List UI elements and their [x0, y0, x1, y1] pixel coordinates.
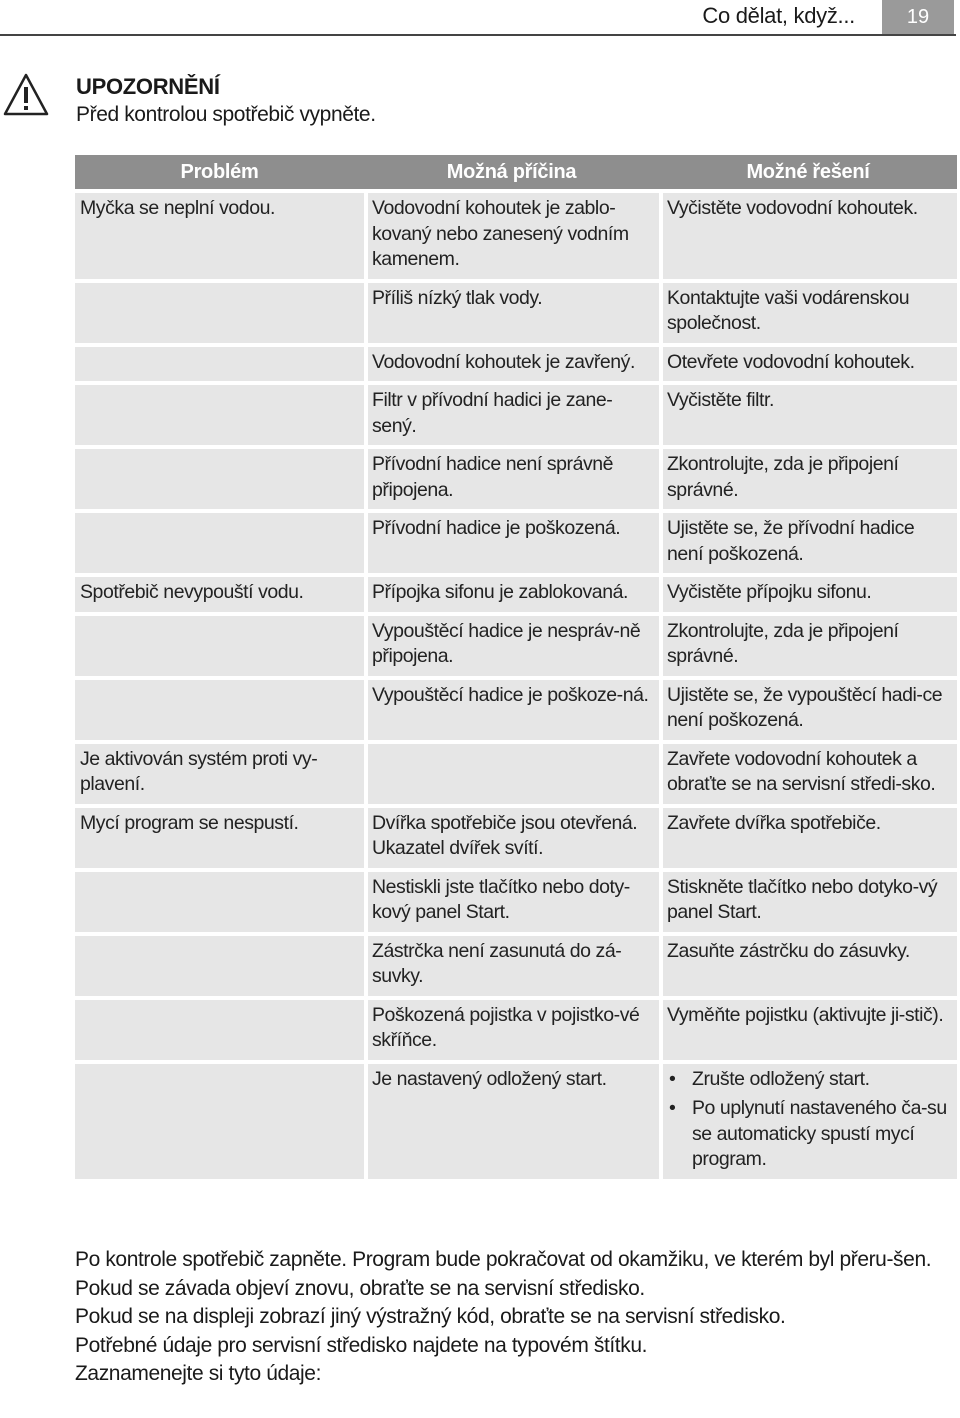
- cell-solution: Vyčistěte filtr.: [663, 385, 957, 445]
- cell-solution: Vyčistěte vodovodní kohoutek.: [663, 193, 957, 279]
- table-row: [75, 808, 957, 868]
- table-header: [75, 155, 957, 189]
- table-row: [75, 347, 957, 382]
- cell-solution: Stiskněte tlačítko nebo dotyko-vý panel Start.: [663, 872, 957, 932]
- footer-notes: [75, 1246, 955, 1389]
- cell-problem: [75, 283, 364, 343]
- table-row: [75, 680, 957, 740]
- cell-solution: Zavřete dvířka spotřebiče.: [663, 808, 957, 868]
- cell-solution: Ujistěte se, že vypouštěcí hadi-ce není poškozená.: [663, 680, 957, 740]
- cell-problem: [75, 872, 364, 932]
- column-header-problem: Problém: [180, 160, 259, 183]
- warning-triangle-icon: [2, 72, 50, 118]
- cell-solution: Kontaktujte vaši vodárenskou společnost.: [663, 283, 957, 343]
- table-row: [75, 936, 957, 996]
- cell-problem: [75, 1000, 364, 1060]
- cell-cause: Nestiskli jste tlačítko nebo doty-kový panel Start.: [368, 872, 659, 932]
- cell-solution: Ujistěte se, že přívodní hadice není poškozená.: [663, 513, 957, 573]
- footer-line: Potřebné údaje pro servisní středisko najdete na typovém štítku.: [75, 1333, 648, 1357]
- table-row: [75, 1000, 957, 1060]
- bullet-icon: •: [669, 1097, 676, 1119]
- cell-problem: Mycí program se nespustí.: [75, 808, 364, 868]
- cell-problem: [75, 936, 364, 996]
- cell-cause: Přívodní hadice není správně připojena.: [368, 449, 659, 509]
- cell-cause: Vypouštěcí hadice je poškoze-ná.: [368, 680, 659, 740]
- cell-solution: Otevřete vodovodní kohoutek.: [663, 347, 957, 382]
- column-header-cause: Možná příčina: [446, 160, 577, 183]
- column-header-solution: Možné řešení: [746, 160, 870, 183]
- solution-bullet: [667, 1096, 952, 1173]
- table-row: [75, 449, 957, 509]
- cell-cause: Přípojka sifonu je zablokovaná.: [368, 577, 659, 612]
- cell-cause: Filtr v přívodní hadici je zane-sený.: [368, 385, 659, 445]
- cell-cause: Poškozená pojistka v pojistko-vé skříňce.: [368, 1000, 659, 1060]
- section-title: Co dělat, když...: [702, 3, 855, 28]
- warning-title: UPOZORNĚNÍ: [76, 74, 220, 99]
- cell-problem: [75, 1064, 364, 1179]
- cell-solution: Vyměňte pojistku (aktivujte ji-stič).: [663, 1000, 957, 1060]
- table-row: [75, 577, 957, 612]
- cell-cause: [368, 744, 659, 804]
- cell-problem: [75, 616, 364, 676]
- cell-cause: Je nastavený odložený start.: [368, 1064, 659, 1179]
- bullet-icon: •: [669, 1067, 676, 1090]
- cell-problem: [75, 385, 364, 445]
- cell-cause: Příliš nízký tlak vody.: [368, 283, 659, 343]
- cell-cause: Dvířka spotřebiče jsou otevřená. Ukazatel dvířek svítí.: [368, 808, 659, 868]
- footer-line: Po kontrole spotřebič zapněte. Program bude pokračovat od okamžiku, ve kterém byl přeru-šen.: [75, 1248, 932, 1271]
- table-row: [75, 616, 957, 676]
- cell-cause: Vodovodní kohoutek je zavřený.: [368, 347, 659, 382]
- cell-solution: Zavřete vodovodní kohoutek a obraťte se na servisní středi-sko.: [663, 744, 957, 804]
- footer-line: Zaznamenejte si tyto údaje:: [75, 1362, 322, 1385]
- cell-solution: Zkontrolujte, zda je připojení správné.: [663, 616, 957, 676]
- cell-solution: Vyčistěte přípojku sifonu.: [663, 577, 957, 612]
- table-row: [75, 513, 957, 573]
- cell-solution: Zkontrolujte, zda je připojení správné.: [663, 449, 957, 509]
- bullet-text: Zrušte odložený start.: [692, 1067, 870, 1090]
- cell-cause: Zástrčka není zasunutá do zá-suvky.: [368, 936, 659, 996]
- cell-cause: Přívodní hadice je poškozená.: [368, 513, 659, 573]
- table-row: [75, 1064, 957, 1179]
- table-body: [75, 193, 957, 1179]
- table-row: [75, 744, 957, 804]
- cell-problem: Myčka se neplní vodou.: [75, 193, 364, 279]
- warning-text: Před kontrolou spotřebič vypněte.: [76, 103, 376, 126]
- cell-problem: Spotřebič nevypouští vodu.: [75, 577, 364, 612]
- cell-cause: Vypouštěcí hadice je nespráv-ně připojena.: [368, 616, 659, 676]
- cell-solution: Zasuňte zástrčku do zásuvky.: [663, 936, 957, 996]
- table-row: [75, 193, 957, 279]
- cell-problem: [75, 513, 364, 573]
- page-number: 19: [882, 0, 954, 34]
- solution-bullet: [667, 1067, 952, 1093]
- bullet-text: Po uplynutí nastaveného ča-su se automaticky spustí mycí program.: [692, 1097, 947, 1170]
- cell-problem: [75, 347, 364, 382]
- cell-problem: [75, 449, 364, 509]
- troubleshooting-table: [75, 155, 957, 1179]
- header-divider: [0, 34, 956, 36]
- cell-problem: Je aktivován systém proti vy-plavení.: [75, 744, 364, 804]
- table-row: [75, 385, 957, 445]
- cell-cause: Vodovodní kohoutek je zablo-kovaný nebo zanesený vodním kamenem.: [368, 193, 659, 279]
- footer-line: Pokud se závada objeví znovu, obraťte se na servisní středisko.: [75, 1276, 645, 1300]
- footer-line: Pokud se na displeji zobrazí jiný výstražný kód, obraťte se na servisní středisko.: [75, 1305, 786, 1328]
- table-row: [75, 872, 957, 932]
- table-row: [75, 283, 957, 343]
- cell-problem: [75, 680, 364, 740]
- cell-solution: [663, 1064, 957, 1179]
